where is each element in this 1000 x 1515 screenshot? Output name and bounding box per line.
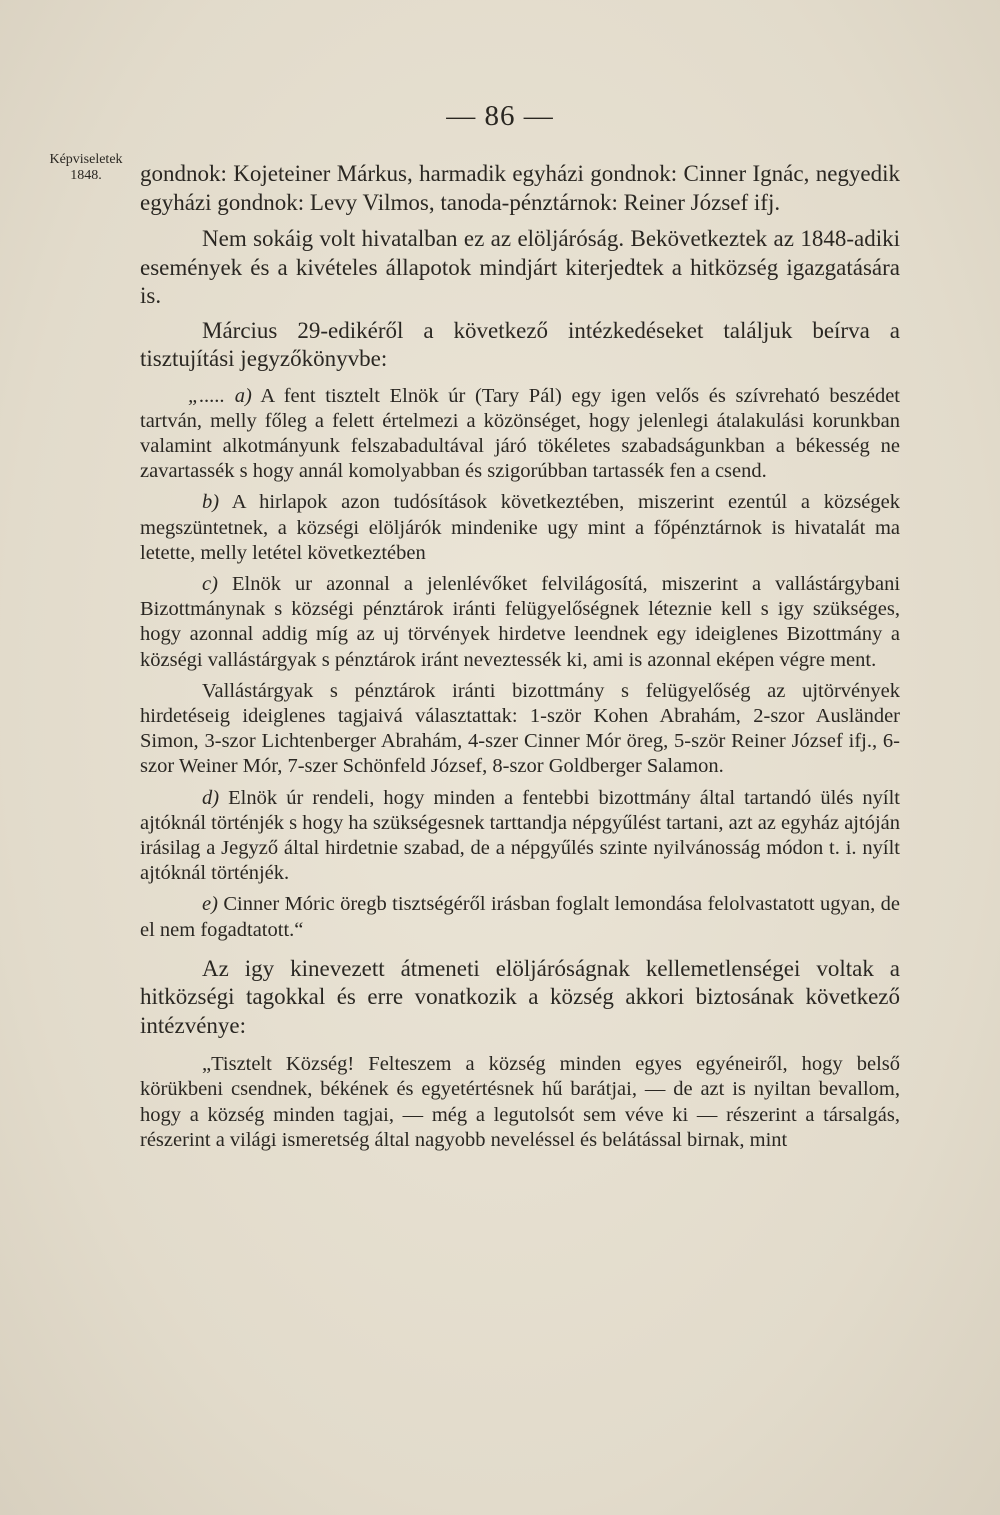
paragraph: Vallástárgyak s pénztárok iránti bizottmány s felügyelőség az ujtörvények hirdetéseig ideiglenes tagjaivá választattak: 1-ször Kohen Abrahám, 2-szor Ausländer Simon, 3-szor Lichtenberger Abrahám, 4-szer Cinner Mór öreg, 5-ször Reiner József ifj., 6-szor Weiner Mór, 7-szer Schönfeld József, 8-szor Goldberger Salamon.: [140, 679, 900, 778]
margin-note-line-1: Képviseletek: [49, 152, 123, 167]
paragraph: gondnok: Kojeteiner Márkus, harmadik egyházi gondnok: Cinner Ignác, negyedik egyházi gondnok: Levy Vilmos, tanoda-pénztárnok: Reiner József ifj.: [140, 161, 900, 215]
document-body: [140, 160, 900, 1153]
margin-note: [30, 152, 142, 184]
quoted-letter: „Tisztelt Község! Felteszem a község minden egyes egyéneiről, hogy belső körükbeni csendnek, békének és egyetértésnek hű barátjai, — de azt is nyiltan bevallom, hogy a község minden tagjai, — még a legutolsót sem véve ki — részerint a társalgás, részerint a világi ismeretség által nagyobb neveléssel és belátással birnak, mint: [140, 1053, 900, 1151]
item-label: c): [202, 572, 218, 595]
paragraph: Az igy kinevezett átmeneti elöljáróságnak kellemetlenségei voltak a hitközségi tagokkal és erre vonatkozik a község akkori biztosának következő intézvénye:: [140, 955, 900, 1038]
item-label: e): [202, 893, 218, 916]
quoted-item-e: e) Cinner Móric öregb tisztségéről irásban foglalt lemondása felolvastatott ugyan, de el nem fogadtatott.“: [140, 893, 901, 941]
item-label: d): [202, 786, 220, 809]
item-label: b): [202, 491, 220, 514]
margin-note-line-2: 1848.: [70, 168, 102, 183]
quoted-item-b: b) A hirlapok azon tudósítások következtében, miszerint ezentúl a községek megszüntetnek, a községi elöljárók mindenike ugy mint a főpénztárnok is hivatalát ma letette, melly letétel következtében: [140, 491, 900, 564]
paragraph: Március 29-edikéről a következő intézkedéseket találjuk beírva a tisztujítási jegyzőkönyvbe:: [140, 317, 900, 371]
quoted-item-d: d) Elnök úr rendeli, hogy minden a fentebbi bizottmány által tartandó ülés nyílt ajtóknál történjék s hogy ha szükségesnek tarttandja népgyűlést tartani, azt az egyház ajtóján irásilag a Jegyző által hirdetnie szabad, de a népgyűlés szinte nyilvánosság módon t. i. nyílt ajtóknál történjék.: [140, 786, 901, 885]
quoted-item-a: „..... a) A fent tisztelt Elnök úr (Tary Pál) egy igen velős és szívreható beszédet tartván, melly főleg a felett értelmezi a közönséget, hogy jelenlegi átalakulási korunkban valamint alkotmányunk felszabadultával járó tökéletes szabadságunkban a békesség ne zavartassék s hogy annál komolyabban és szigorúbban tartassék fen a csend.: [140, 384, 900, 483]
page-number: — 86 —: [446, 100, 554, 132]
paragraph: Nem sokáig volt hivatalban ez az elöljáróság. Bekövetkeztek az 1848-adiki események és a kivételes állapotok mindjárt kiterjedtek a hitközség igazgatására is.: [140, 226, 900, 308]
quoted-item-c: c) Elnök ur azonnal a jelenlévőket felvilágosítá, miszerint a vallástárgybani Bizottmánynak s községi pénztárok iránti felügyelőségnek léteznie kell s igy szükséges, hogy azonnal addig míg az uj törvények hirdetve leendnek egy ideiglenes Bizottmány a községi vallástárgyak s pénztárok iránt neveztessék ki, ami is azonnal eképen végre ment.: [140, 572, 901, 671]
item-label: „..... a): [188, 384, 252, 407]
